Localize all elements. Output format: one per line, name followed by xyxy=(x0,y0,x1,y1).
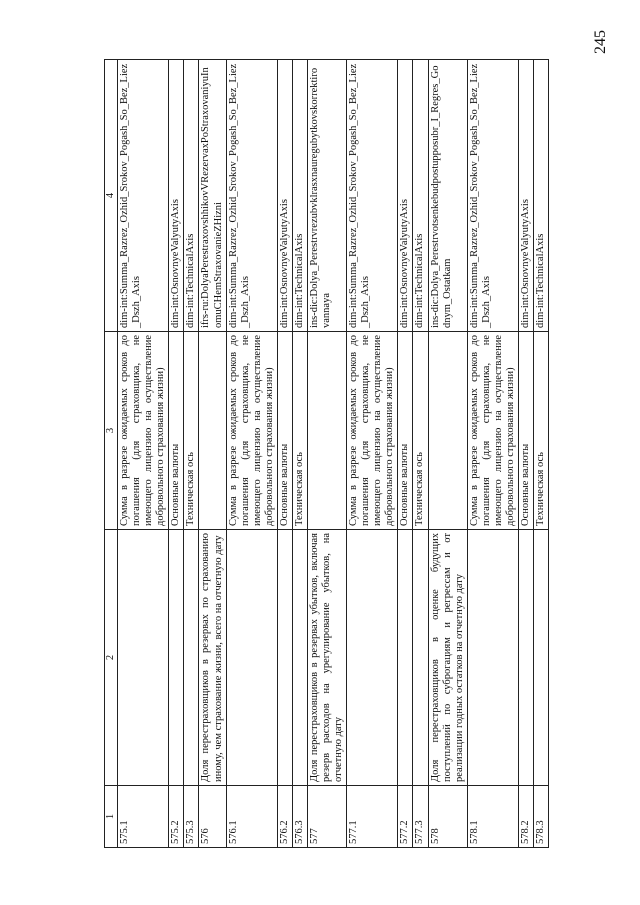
dimension-name-cell: Техническая ось xyxy=(413,332,428,530)
indicator-name-cell: Доля перестраховщиков в резервах по страхованию иному, чем страхование жизни, всего на отчетную дату xyxy=(199,530,226,786)
table-row xyxy=(398,60,413,848)
element-code-cell: ifrs-ru:DolyaPerestraxovshhikovVRezervaxPoStraxovaniyuInomuCHemStraxovanieZHizni xyxy=(199,60,226,332)
table-header-row xyxy=(105,60,118,848)
element-code-cell: ins-dic:Dolya_Perestrvrezubvklrasxnauregubytkovskorrektirovannaya xyxy=(307,60,346,332)
dimension-name-cell xyxy=(199,332,226,530)
table-row xyxy=(413,60,428,848)
table-row xyxy=(277,60,292,848)
indicator-name-cell xyxy=(398,530,413,786)
element-code-cell: dim-int:Summa_Razrez_Ozhid_Srokov_Pogash_So_Bez_Liez_Dszh_Axis xyxy=(226,60,277,332)
dimension-name-cell xyxy=(428,332,467,530)
row-number-cell: 575.3 xyxy=(184,786,199,848)
indicator-name-cell xyxy=(169,530,184,786)
element-code-cell: dim-int:TechnicalAxis xyxy=(184,60,199,332)
table-row xyxy=(184,60,199,848)
row-number-cell: 577.3 xyxy=(413,786,428,848)
element-code-cell: dim-int:Summa_Razrez_Ozhid_Srokov_Pogash_So_Bez_Liez_Dszh_Axis xyxy=(118,60,169,332)
table-row xyxy=(518,60,533,848)
page-number: 245 xyxy=(592,30,609,54)
dimension-name-cell: Сумма в разрезе ожидаемых сроков до погашения (для страховщика, не имеющего лицензию на осуществление добровольного страхования жизни) xyxy=(347,332,398,530)
row-number-cell: 578.2 xyxy=(518,786,533,848)
dimension-name-cell: Основные валюты xyxy=(518,332,533,530)
element-code-cell: dim-int:TechnicalAxis xyxy=(413,60,428,332)
indicator-name-cell: Доля перестраховщиков в оценке будущих поступлений по суброгациям и регрессам и от реализации годных остатков на отчетную дату xyxy=(428,530,467,786)
row-number-cell: 578.3 xyxy=(534,786,549,848)
table-row xyxy=(428,60,467,848)
data-table xyxy=(104,59,549,848)
column-header: 2 xyxy=(105,530,118,786)
dimension-name-cell: Сумма в разрезе ожидаемых сроков до погашения (для страховщика, не имеющего лицензию на осуществление добровольного страхования жизни) xyxy=(118,332,169,530)
element-code-cell: dim-int:Summa_Razrez_Ozhid_Srokov_Pogash_So_Bez_Liez_Dszh_Axis xyxy=(467,60,518,332)
element-code-cell: dim-int:TechnicalAxis xyxy=(292,60,307,332)
dimension-name-cell: Техническая ось xyxy=(184,332,199,530)
indicator-name-cell xyxy=(413,530,428,786)
element-code-cell: dim-int:OsnovnyeValyutyAxis xyxy=(169,60,184,332)
row-number-cell: 575.2 xyxy=(169,786,184,848)
row-number-cell: 576.1 xyxy=(226,786,277,848)
element-code-cell: dim-int:OsnovnyeValyutyAxis xyxy=(518,60,533,332)
indicator-name-cell xyxy=(518,530,533,786)
row-number-cell: 578.1 xyxy=(467,786,518,848)
indicator-name-cell xyxy=(534,530,549,786)
dimension-name-cell: Техническая ось xyxy=(534,332,549,530)
table-row xyxy=(347,60,398,848)
indicator-name-cell xyxy=(277,530,292,786)
table-row xyxy=(169,60,184,848)
dimension-name-cell xyxy=(307,332,346,530)
indicator-name-cell xyxy=(347,530,398,786)
indicator-name-cell xyxy=(292,530,307,786)
table-row xyxy=(118,60,169,848)
element-code-cell: dim-int:OsnovnyeValyutyAxis xyxy=(277,60,292,332)
table-row xyxy=(226,60,277,848)
dimension-name-cell: Основные валюты xyxy=(169,332,184,530)
row-number-cell: 575.1 xyxy=(118,786,169,848)
table-body xyxy=(118,60,549,848)
row-number-cell: 578 xyxy=(428,786,467,848)
indicator-name-cell xyxy=(226,530,277,786)
table-row xyxy=(307,60,346,848)
dimension-name-cell: Основные валюты xyxy=(277,332,292,530)
row-number-cell: 576 xyxy=(199,786,226,848)
row-number-cell: 576.2 xyxy=(277,786,292,848)
row-number-cell: 576.3 xyxy=(292,786,307,848)
table-row xyxy=(467,60,518,848)
row-number-cell: 577 xyxy=(307,786,346,848)
element-code-cell: dim-int:OsnovnyeValyutyAxis xyxy=(398,60,413,332)
rotated-table-frame xyxy=(104,60,584,848)
table-row xyxy=(199,60,226,848)
indicator-name-cell xyxy=(184,530,199,786)
indicator-name-cell: Доля перестраховщиков в резервах убытков, включая резерв расходов на урегулирование убытков, на отчетную дату xyxy=(307,530,346,786)
table-container xyxy=(104,60,584,848)
row-number-cell: 577.2 xyxy=(398,786,413,848)
element-code-cell: ins-dic:Dolya_Perestrvotsenkebudpostupposubr_I_Regres_Godnym_Ostatkam xyxy=(428,60,467,332)
indicator-name-cell xyxy=(118,530,169,786)
row-number-cell: 577.1 xyxy=(347,786,398,848)
dimension-name-cell: Сумма в разрезе ожидаемых сроков до погашения (для страховщика, не имеющего лицензию на осуществление добровольного страхования жизни) xyxy=(226,332,277,530)
dimension-name-cell: Сумма в разрезе ожидаемых сроков до погашения (для страховщика, не имеющего лицензию на осуществление добровольного страхования жизни) xyxy=(467,332,518,530)
table-row xyxy=(292,60,307,848)
element-code-cell: dim-int:Summa_Razrez_Ozhid_Srokov_Pogash_So_Bez_Liez_Dszh_Axis xyxy=(347,60,398,332)
column-header: 4 xyxy=(105,60,118,332)
column-header: 3 xyxy=(105,332,118,530)
column-header: 1 xyxy=(105,786,118,848)
table-row xyxy=(534,60,549,848)
element-code-cell: dim-int:TechnicalAxis xyxy=(534,60,549,332)
dimension-name-cell: Техническая ось xyxy=(292,332,307,530)
indicator-name-cell xyxy=(467,530,518,786)
dimension-name-cell: Основные валюты xyxy=(398,332,413,530)
